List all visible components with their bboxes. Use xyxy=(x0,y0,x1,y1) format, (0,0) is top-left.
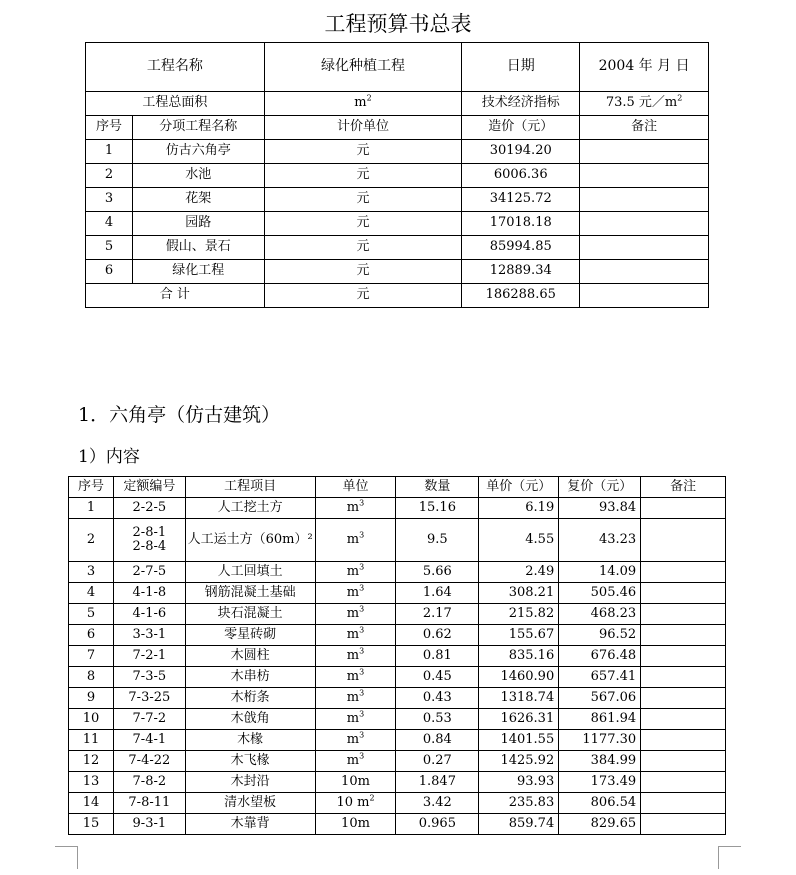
table-cell: 2 xyxy=(86,164,133,188)
table-cell xyxy=(580,260,709,284)
table-cell: 14.09 xyxy=(559,562,641,583)
table-cell: 7-7-2 xyxy=(113,709,185,730)
table-cell: 0.27 xyxy=(396,751,479,772)
table-cell: $m^3$ xyxy=(315,625,396,646)
project-name-label: 工程名称 xyxy=(86,43,265,92)
table-cell: 567.06 xyxy=(559,688,641,709)
table-cell: 元 xyxy=(264,164,462,188)
table-cell: 308.21 xyxy=(479,583,559,604)
table-cell xyxy=(580,236,709,260)
table-cell: 0.53 xyxy=(396,709,479,730)
table-cell: 木靠背 xyxy=(185,814,315,835)
table-row xyxy=(86,188,709,212)
table-row xyxy=(86,140,709,164)
column-header: 备注 xyxy=(580,116,709,140)
table-cell: 1 xyxy=(86,140,133,164)
total-label: 合 计 xyxy=(86,284,265,308)
date-value: 2004 年 月 日 xyxy=(580,43,709,92)
table-cell: 元 xyxy=(264,188,462,212)
table-cell: 6006.36 xyxy=(462,164,580,188)
table-cell: 10 xyxy=(69,709,114,730)
table-cell: 15 xyxy=(69,814,114,835)
table-cell: 7-4-22 xyxy=(113,751,185,772)
table-cell: $m^3$ xyxy=(315,709,396,730)
table-cell: 1626.31 xyxy=(479,709,559,730)
table-cell xyxy=(580,140,709,164)
table-cell: 9 xyxy=(69,688,114,709)
table-row xyxy=(69,667,726,688)
table-cell xyxy=(580,212,709,236)
table-cell: 3.42 xyxy=(396,793,479,814)
table-cell xyxy=(580,188,709,212)
table-row xyxy=(69,772,726,793)
table-cell: 木桁条 xyxy=(185,688,315,709)
table-cell: 861.94 xyxy=(559,709,641,730)
table-cell xyxy=(641,625,726,646)
table-cell: 93.93 xyxy=(479,772,559,793)
column-header: 分项工程名称 xyxy=(132,116,264,140)
table-cell: 5 xyxy=(86,236,133,260)
tech-index-value: 73.5 元$/m^2$ xyxy=(580,92,709,116)
table-cell: 假山、景石 xyxy=(132,236,264,260)
table-cell: 11 xyxy=(69,730,114,751)
table-cell: 2.17 xyxy=(396,604,479,625)
table-row xyxy=(69,562,726,583)
table-row xyxy=(69,793,726,814)
table-cell: 10m xyxy=(315,814,396,835)
table-cell xyxy=(641,793,726,814)
table-cell: 10m xyxy=(315,772,396,793)
table-cell: 2.49 xyxy=(479,562,559,583)
total-row xyxy=(86,284,709,308)
column-header: 序号 xyxy=(69,477,114,498)
table-cell xyxy=(641,730,726,751)
table-row xyxy=(69,709,726,730)
table-cell xyxy=(641,751,726,772)
table-cell: 8 xyxy=(69,667,114,688)
page-title: 工程预算书总表 xyxy=(324,12,472,36)
table-cell: 9.5 xyxy=(396,519,479,562)
table-cell: 468.23 xyxy=(559,604,641,625)
section-heading: 1．六角亭（仿古建筑） xyxy=(78,404,281,426)
table-cell: 木圆柱 xyxy=(185,646,315,667)
table-cell: 零星砖砌 xyxy=(185,625,315,646)
table-cell: 0.84 xyxy=(396,730,479,751)
table-cell: 30194.20 xyxy=(462,140,580,164)
table-cell xyxy=(641,562,726,583)
table-cell: 2-7-5 xyxy=(113,562,185,583)
table-cell: 1401.55 xyxy=(479,730,559,751)
table-cell: 2 xyxy=(69,519,114,562)
table-cell: 13 xyxy=(69,772,114,793)
table-cell: 676.48 xyxy=(559,646,641,667)
table-row xyxy=(69,688,726,709)
table-cell: 绿化工程 xyxy=(132,260,264,284)
table-cell: 1318.74 xyxy=(479,688,559,709)
table-cell: 155.67 xyxy=(479,625,559,646)
table-cell xyxy=(641,583,726,604)
table-cell: 7-8-11 xyxy=(113,793,185,814)
table-cell: 1425.92 xyxy=(479,751,559,772)
table-cell: 829.65 xyxy=(559,814,641,835)
area-row xyxy=(86,92,709,116)
table-cell xyxy=(641,498,726,519)
table-cell: 7 xyxy=(69,646,114,667)
table-cell xyxy=(641,667,726,688)
project-name-value: 绿化种植工程 xyxy=(264,43,462,92)
table-cell: 859.74 xyxy=(479,814,559,835)
table-cell: 12 xyxy=(69,751,114,772)
table-cell xyxy=(641,604,726,625)
total-area-label: 工程总面积 xyxy=(86,92,265,116)
table-cell: 5 xyxy=(69,604,114,625)
table-cell: 4.55 xyxy=(479,519,559,562)
table-cell: 7-4-1 xyxy=(113,730,185,751)
column-header: 数量 xyxy=(396,477,479,498)
table-cell: 元 xyxy=(264,140,462,164)
table-cell: 0.43 xyxy=(396,688,479,709)
table-row xyxy=(86,260,709,284)
table-cell: 5.66 xyxy=(396,562,479,583)
table-row xyxy=(69,498,726,519)
total-unit: 元 xyxy=(264,284,462,308)
section-subheading: 1）内容 xyxy=(78,447,140,467)
table-cell: 木封沿 xyxy=(185,772,315,793)
table-cell: 木戗角 xyxy=(185,709,315,730)
table-cell: 1 xyxy=(69,498,114,519)
table-cell: 93.84 xyxy=(559,498,641,519)
table-row xyxy=(69,751,726,772)
total-value: 186288.65 xyxy=(462,284,580,308)
table-cell: 仿古六角亭 xyxy=(132,140,264,164)
table-cell: 215.82 xyxy=(479,604,559,625)
table-cell: 元 xyxy=(264,212,462,236)
tech-index-label: 技术经济指标 xyxy=(462,92,580,116)
column-header: 复价（元） xyxy=(559,477,641,498)
table-row xyxy=(69,730,726,751)
table-cell: 4-1-8 xyxy=(113,583,185,604)
column-header: 单价（元） xyxy=(479,477,559,498)
table-cell xyxy=(641,772,726,793)
column-header-row xyxy=(86,116,709,140)
table-cell: 657.41 xyxy=(559,667,641,688)
table-cell: 2-8-1 2-8-4 xyxy=(113,519,185,562)
table-cell: 园路 xyxy=(132,212,264,236)
table-cell: 14 xyxy=(69,793,114,814)
table-cell: 1.64 xyxy=(396,583,479,604)
table-cell: 3 xyxy=(69,562,114,583)
table-row xyxy=(86,212,709,236)
table-row xyxy=(69,814,726,835)
table-cell: $m^3$ xyxy=(315,604,396,625)
table-row xyxy=(69,625,726,646)
table-row xyxy=(69,646,726,667)
table-cell: 水池 xyxy=(132,164,264,188)
table-cell: 7-8-2 xyxy=(113,772,185,793)
table-cell: 173.49 xyxy=(559,772,641,793)
table-cell: 505.46 xyxy=(559,583,641,604)
table-cell: 85994.85 xyxy=(462,236,580,260)
table-cell: 6 xyxy=(69,625,114,646)
column-header-row xyxy=(69,477,726,498)
table-cell: 4-1-6 xyxy=(113,604,185,625)
table-cell xyxy=(641,709,726,730)
column-header: 计价单位 xyxy=(264,116,462,140)
table-cell: 6.19 xyxy=(479,498,559,519)
table-cell: $m^3$ xyxy=(315,519,396,562)
table-cell: 15.16 xyxy=(396,498,479,519)
table-cell: 块石混凝土 xyxy=(185,604,315,625)
table-cell xyxy=(641,814,726,835)
date-label: 日期 xyxy=(462,43,580,92)
table-cell: 43.23 xyxy=(559,519,641,562)
table-cell: 清水望板 xyxy=(185,793,315,814)
column-header: 造价（元） xyxy=(462,116,580,140)
table-cell: $m^3$ xyxy=(315,730,396,751)
table-row xyxy=(69,519,726,562)
table-cell: 96.52 xyxy=(559,625,641,646)
table-cell: 钢筋混凝土基础 xyxy=(185,583,315,604)
total-area-unit: $m^2$ xyxy=(264,92,462,116)
table-cell: 人工挖土方 xyxy=(185,498,315,519)
table-cell: 7-3-25 xyxy=(113,688,185,709)
table-row xyxy=(86,236,709,260)
table-cell: 235.83 xyxy=(479,793,559,814)
table-row xyxy=(69,604,726,625)
table-cell: 2-2-5 xyxy=(113,498,185,519)
table-cell xyxy=(641,688,726,709)
page-corner-mark xyxy=(55,846,78,869)
summary-table xyxy=(85,42,709,308)
table-cell: $m^3$ xyxy=(315,667,396,688)
table-cell: $m^3$ xyxy=(315,688,396,709)
table-cell: 3 xyxy=(86,188,133,212)
table-cell: $m^3$ xyxy=(315,646,396,667)
table-cell: 10 $m^2$ xyxy=(315,793,396,814)
table-cell: $m^3$ xyxy=(315,562,396,583)
table-cell: 4 xyxy=(86,212,133,236)
table-cell: 806.54 xyxy=(559,793,641,814)
table-cell xyxy=(641,519,726,562)
table-cell: 1177.30 xyxy=(559,730,641,751)
table-cell: 12889.34 xyxy=(462,260,580,284)
table-cell: 花架 xyxy=(132,188,264,212)
table-cell: 木飞椽 xyxy=(185,751,315,772)
table-cell: 0.62 xyxy=(396,625,479,646)
table-cell: 3-3-1 xyxy=(113,625,185,646)
column-header: 备注 xyxy=(641,477,726,498)
table-cell: 1460.90 xyxy=(479,667,559,688)
table-cell: 0.965 xyxy=(396,814,479,835)
page-corner-mark xyxy=(718,846,741,869)
table-row xyxy=(86,164,709,188)
table-cell: 4 xyxy=(69,583,114,604)
summary-header-row xyxy=(86,43,709,92)
table-cell: 9-3-1 xyxy=(113,814,185,835)
column-header: 工程项目 xyxy=(185,477,315,498)
table-cell: 6 xyxy=(86,260,133,284)
table-cell: 木串枋 xyxy=(185,667,315,688)
table-cell xyxy=(580,164,709,188)
column-header: 单位 xyxy=(315,477,396,498)
table-cell: 7-3-5 xyxy=(113,667,185,688)
table-cell xyxy=(641,646,726,667)
table-cell: 元 xyxy=(264,260,462,284)
table-row xyxy=(69,583,726,604)
table-cell: $m^3$ xyxy=(315,751,396,772)
table-cell: 17018.18 xyxy=(462,212,580,236)
table-cell: 元 xyxy=(264,236,462,260)
table-cell: 0.45 xyxy=(396,667,479,688)
table-cell: 人工回填土 xyxy=(185,562,315,583)
table-cell: 835.16 xyxy=(479,646,559,667)
table-cell: $m^3$ xyxy=(315,583,396,604)
total-note xyxy=(580,284,709,308)
table-cell: $m^3$ xyxy=(315,498,396,519)
table-cell: 7-2-1 xyxy=(113,646,185,667)
table-cell: 人工运土方（60m）² xyxy=(185,519,315,562)
detail-table xyxy=(68,476,726,835)
table-cell: 木椽 xyxy=(185,730,315,751)
table-cell: 384.99 xyxy=(559,751,641,772)
table-cell: 34125.72 xyxy=(462,188,580,212)
table-cell: 0.81 xyxy=(396,646,479,667)
table-cell: 1.847 xyxy=(396,772,479,793)
column-header: 定额编号 xyxy=(113,477,185,498)
column-header: 序号 xyxy=(86,116,133,140)
